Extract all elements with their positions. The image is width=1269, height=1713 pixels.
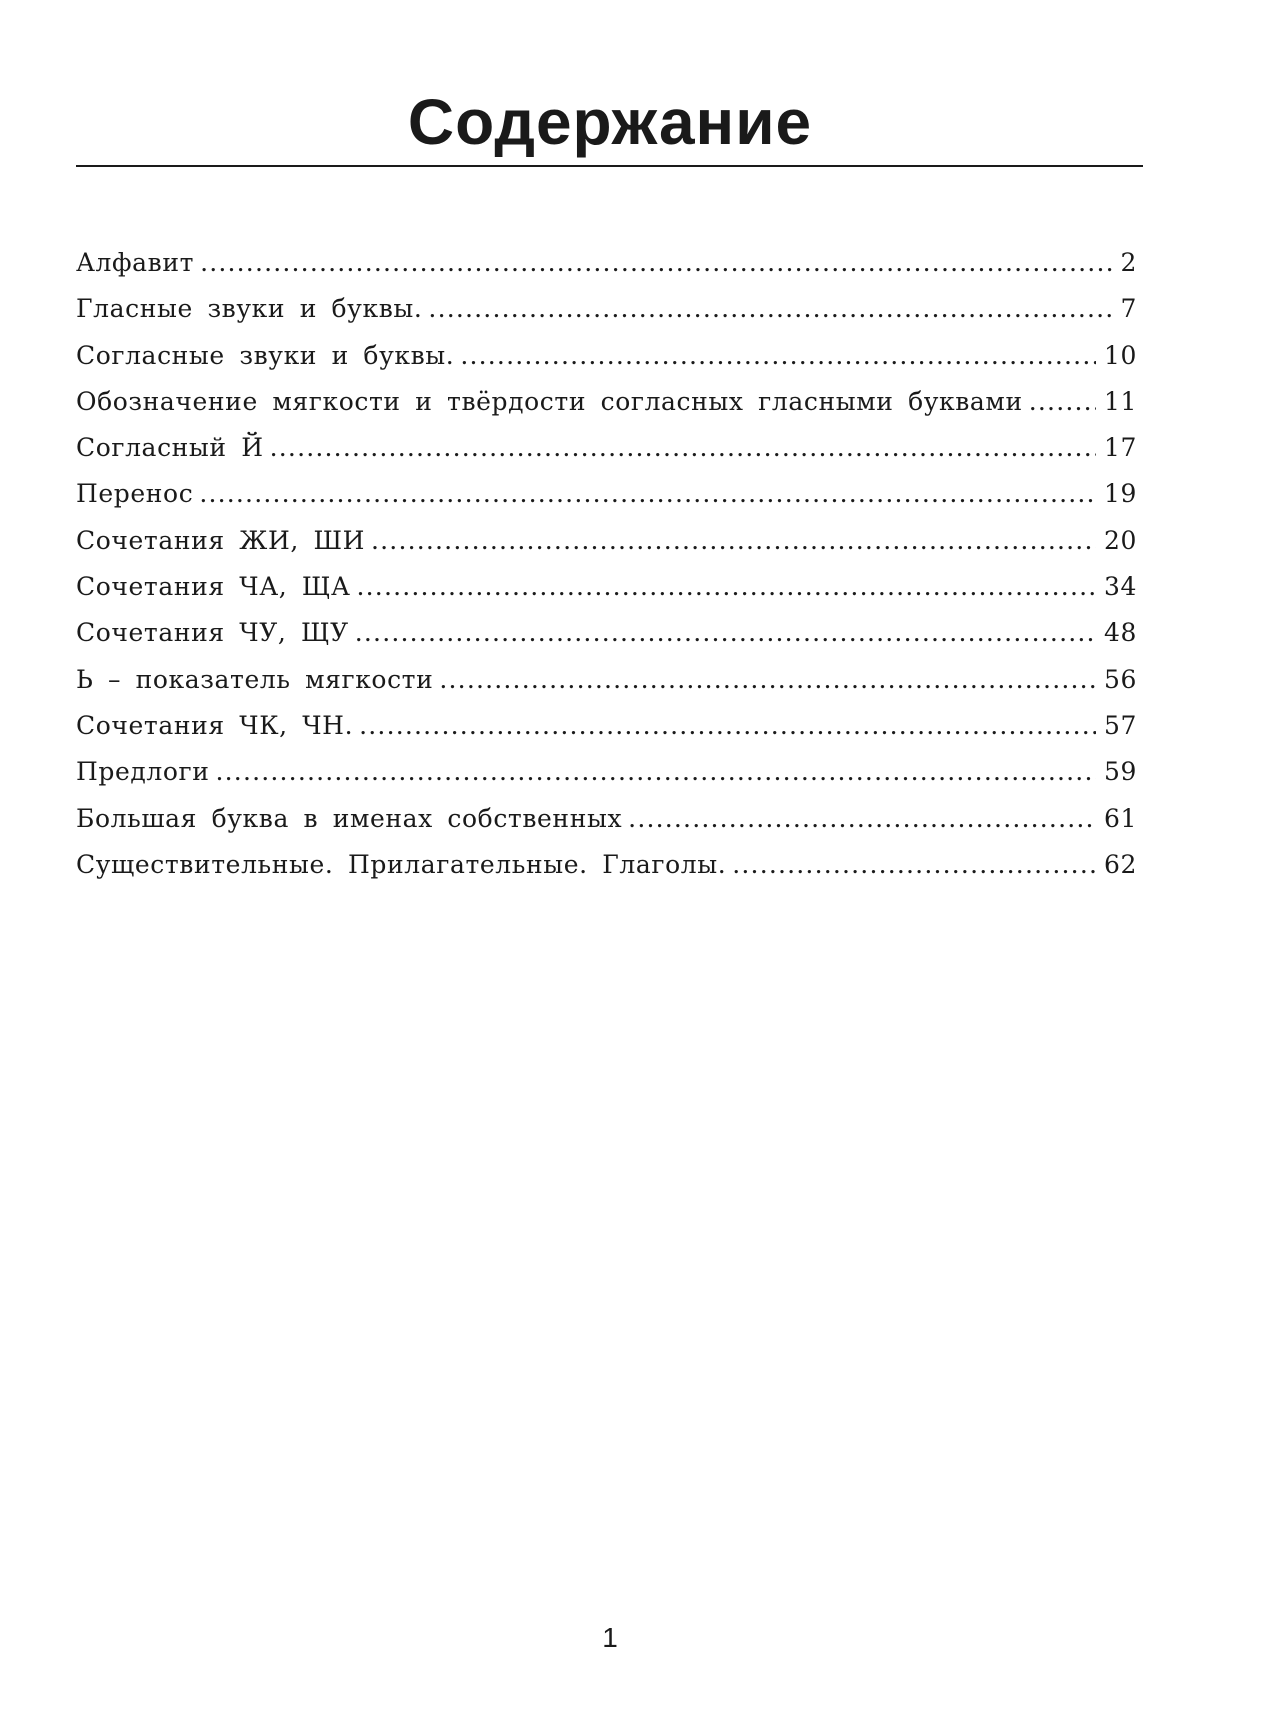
page-number: 1: [602, 1622, 618, 1653]
toc-dot-leader: [199, 471, 1096, 517]
toc-entry[interactable]: [76, 425, 1137, 471]
toc-dot-leader: [439, 657, 1096, 703]
toc-entry-page: 59: [1103, 757, 1137, 787]
toc-entry-label: Сочетания ЖИ, ШИ: [76, 525, 365, 555]
toc-entry-label: Сочетания ЧК, ЧН.: [76, 710, 354, 740]
toc-entry-label: Сочетания ЧА, ЩА: [76, 572, 351, 602]
toc-entry[interactable]: [76, 286, 1137, 332]
title-divider: [76, 165, 1143, 167]
toc-entry-page: 11: [1103, 386, 1137, 416]
toc-dot-leader: [460, 333, 1096, 379]
toc-entry-page: 62: [1103, 849, 1137, 879]
toc-dot-leader: [270, 425, 1096, 471]
toc-entry[interactable]: [76, 749, 1137, 795]
toc-entry-page: 2: [1120, 248, 1137, 277]
toc-entry-label: Согласные звуки и буквы.: [76, 340, 455, 370]
toc-entry-page: 56: [1103, 664, 1137, 694]
toc-entry[interactable]: [76, 842, 1137, 888]
toc-dot-leader: [371, 518, 1096, 564]
toc-dot-leader: [428, 286, 1112, 332]
toc-entry-label: Большая буква в именах собственных: [76, 803, 623, 833]
toc-dot-leader: [216, 749, 1096, 795]
toc-entry-page: 34: [1103, 572, 1137, 602]
toc-entry-page: 10: [1103, 340, 1137, 370]
toc-entry-page: 17: [1103, 433, 1137, 463]
toc-dot-leader: [732, 842, 1096, 888]
toc-entry[interactable]: [76, 657, 1137, 703]
toc-entry-label: Согласный Й: [76, 433, 264, 463]
toc-entry-label: Обозначение мягкости и твёрдости согласных гласными буквами: [76, 386, 1023, 416]
toc-entry-label: Предлоги: [76, 757, 210, 787]
toc-entry-page: 7: [1120, 294, 1137, 324]
toc-entry[interactable]: [76, 333, 1137, 379]
toc-entry-page: 20: [1103, 525, 1137, 555]
toc-entry[interactable]: [76, 471, 1137, 517]
toc-entry-page: 19: [1103, 479, 1137, 509]
toc-dot-leader: [200, 240, 1112, 286]
toc-dot-leader: [628, 796, 1096, 842]
toc-entry-label: Существительные. Прилагательные. Глаголы.: [76, 849, 727, 879]
toc-entry-label: Сочетания ЧУ, ЩУ: [76, 618, 349, 648]
toc-entry-label: Алфавит: [76, 248, 195, 277]
toc-entry[interactable]: [76, 796, 1137, 842]
table-of-contents: [76, 240, 1137, 888]
toc-dot-leader: [357, 564, 1096, 610]
toc-dot-leader: [359, 703, 1096, 749]
toc-entry[interactable]: [76, 610, 1137, 656]
toc-entry-label: Перенос: [76, 479, 194, 509]
toc-entry[interactable]: [76, 518, 1137, 564]
toc-entry-label: Ь – показатель мягкости: [76, 664, 434, 694]
toc-entry[interactable]: [76, 379, 1137, 425]
toc-entry[interactable]: [76, 703, 1137, 749]
toc-entry[interactable]: [76, 240, 1137, 286]
toc-entry-page: 48: [1103, 618, 1137, 648]
toc-entry-label: Гласные звуки и буквы.: [76, 294, 423, 324]
toc-entry[interactable]: [76, 564, 1137, 610]
page-title: Содержание: [407, 86, 813, 158]
toc-entry-page: 61: [1103, 803, 1137, 833]
toc-entry-page: 57: [1103, 710, 1137, 740]
toc-dot-leader: [355, 610, 1096, 656]
toc-dot-leader: [1029, 379, 1096, 425]
